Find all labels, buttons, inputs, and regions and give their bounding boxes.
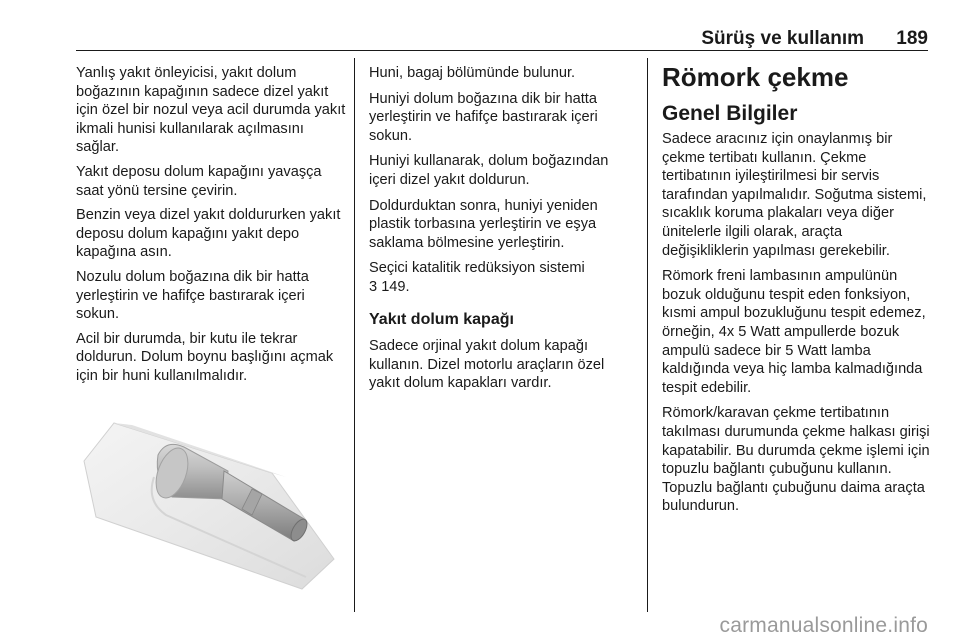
- subheading: Yakıt dolum kapağı: [369, 310, 514, 328]
- xref-text: Seçici katalitik redüksiyon sistemi: [369, 260, 585, 277]
- paragraph: Huniyi dolum boğazına dik bir hatta yerleştirin ve hafifçe bastırarak içeri sokun.: [369, 90, 598, 144]
- paragraph: Acil bir durumda, bir kutu ile tekrar doldurun. Dolum boynu başlığını açmak için bir huni kullanılmalıdır.: [76, 330, 334, 384]
- section-title: Römork çekme: [662, 62, 849, 92]
- column-divider-1: [354, 58, 355, 612]
- paragraph: Doldurduktan sonra, huniyi yeniden plastik torbasına yerleştirin ve eşya saklama bölmesine yerleştirin.: [369, 197, 598, 251]
- paragraph: Römork freni lambasının ampulünün bozuk olduğunu tespit eden fonksiyon, kısmi ampul bozukluğunu tespit edemez, örneğin, 4x 5 Watt ampullerde bozuk ampulü sadece bir 5 Watt lamba kaldığında veya hiç lamba kalmadığında tespit edebilir.: [662, 268, 926, 396]
- header-divider: [76, 50, 928, 51]
- column-1: [76, 64, 346, 392]
- column-3: [662, 64, 930, 523]
- column-2: [369, 64, 637, 400]
- funnel-in-bag-illustration: [76, 381, 338, 593]
- cross-reference: [369, 259, 637, 296]
- xref-page[interactable]: 149.: [381, 278, 410, 295]
- column-divider-2: [647, 58, 648, 612]
- funnel-icon: [76, 381, 338, 593]
- paragraph: Benzin veya dizel yakıt doldururken yakıt deposu dolum kapağını yakıt depo kapağına asın.: [76, 207, 341, 261]
- paragraph: Huni, bagaj bölümünde bulunur.: [369, 65, 576, 81]
- paragraph: Sadece orjinal yakıt dolum kapağı kullanın. Dizel motorlu araçların özel yakıt dolum kapakları vardır.: [369, 338, 605, 392]
- header-title: Sürüş ve kullanım: [701, 28, 864, 49]
- page-header: [76, 26, 928, 50]
- paragraph: Nozulu dolum boğazına dik bir hatta yerleştirin ve hafifçe bastırarak içeri sokun.: [76, 268, 309, 323]
- xref-arrow-icon: 3: [369, 278, 378, 295]
- paragraph: Römork/karavan çekme tertibatının takılması durumunda çekme halkası girişi kapatabilir. Bu durumda çekme işlemi için topuzlu bağlantı çubuğunu kullanın. Topuzlu bağlantı çubuğunu daima araçta bulundurun.: [662, 405, 930, 515]
- paragraph: Yakıt deposu dolum kapağını yavaşça saat yönü tersine çevirin.: [76, 163, 322, 199]
- paragraph: Sadece aracınız için onaylanmış bir çekme tertibatı kullanın. Çekme tertibatının iyileştirilmesi bir servis tarafından yapılmalıdır. Soğutma sistemi, sıcaklık koruma plakaları veya diğer ünitelerle ilgili olarak, araçta değişikliklerin yapılması gerekebilir.: [662, 131, 927, 259]
- page-number: 189: [896, 28, 928, 49]
- watermark: carmanualsonline.info: [719, 614, 928, 637]
- paragraph: Yanlış yakıt önleyicisi, yakıt dolum boğazının kapağının sadece dizel yakıt için özel bir nozul veya acil durumda yakıt ikmali hunisi kullanılarak açılmasını sağlar.: [76, 65, 346, 156]
- subsection-title: Genel Bilgiler: [662, 102, 798, 125]
- paragraph: Huniyi kullanarak, dolum boğazından içeri dizel yakıt doldurun.: [369, 153, 609, 188]
